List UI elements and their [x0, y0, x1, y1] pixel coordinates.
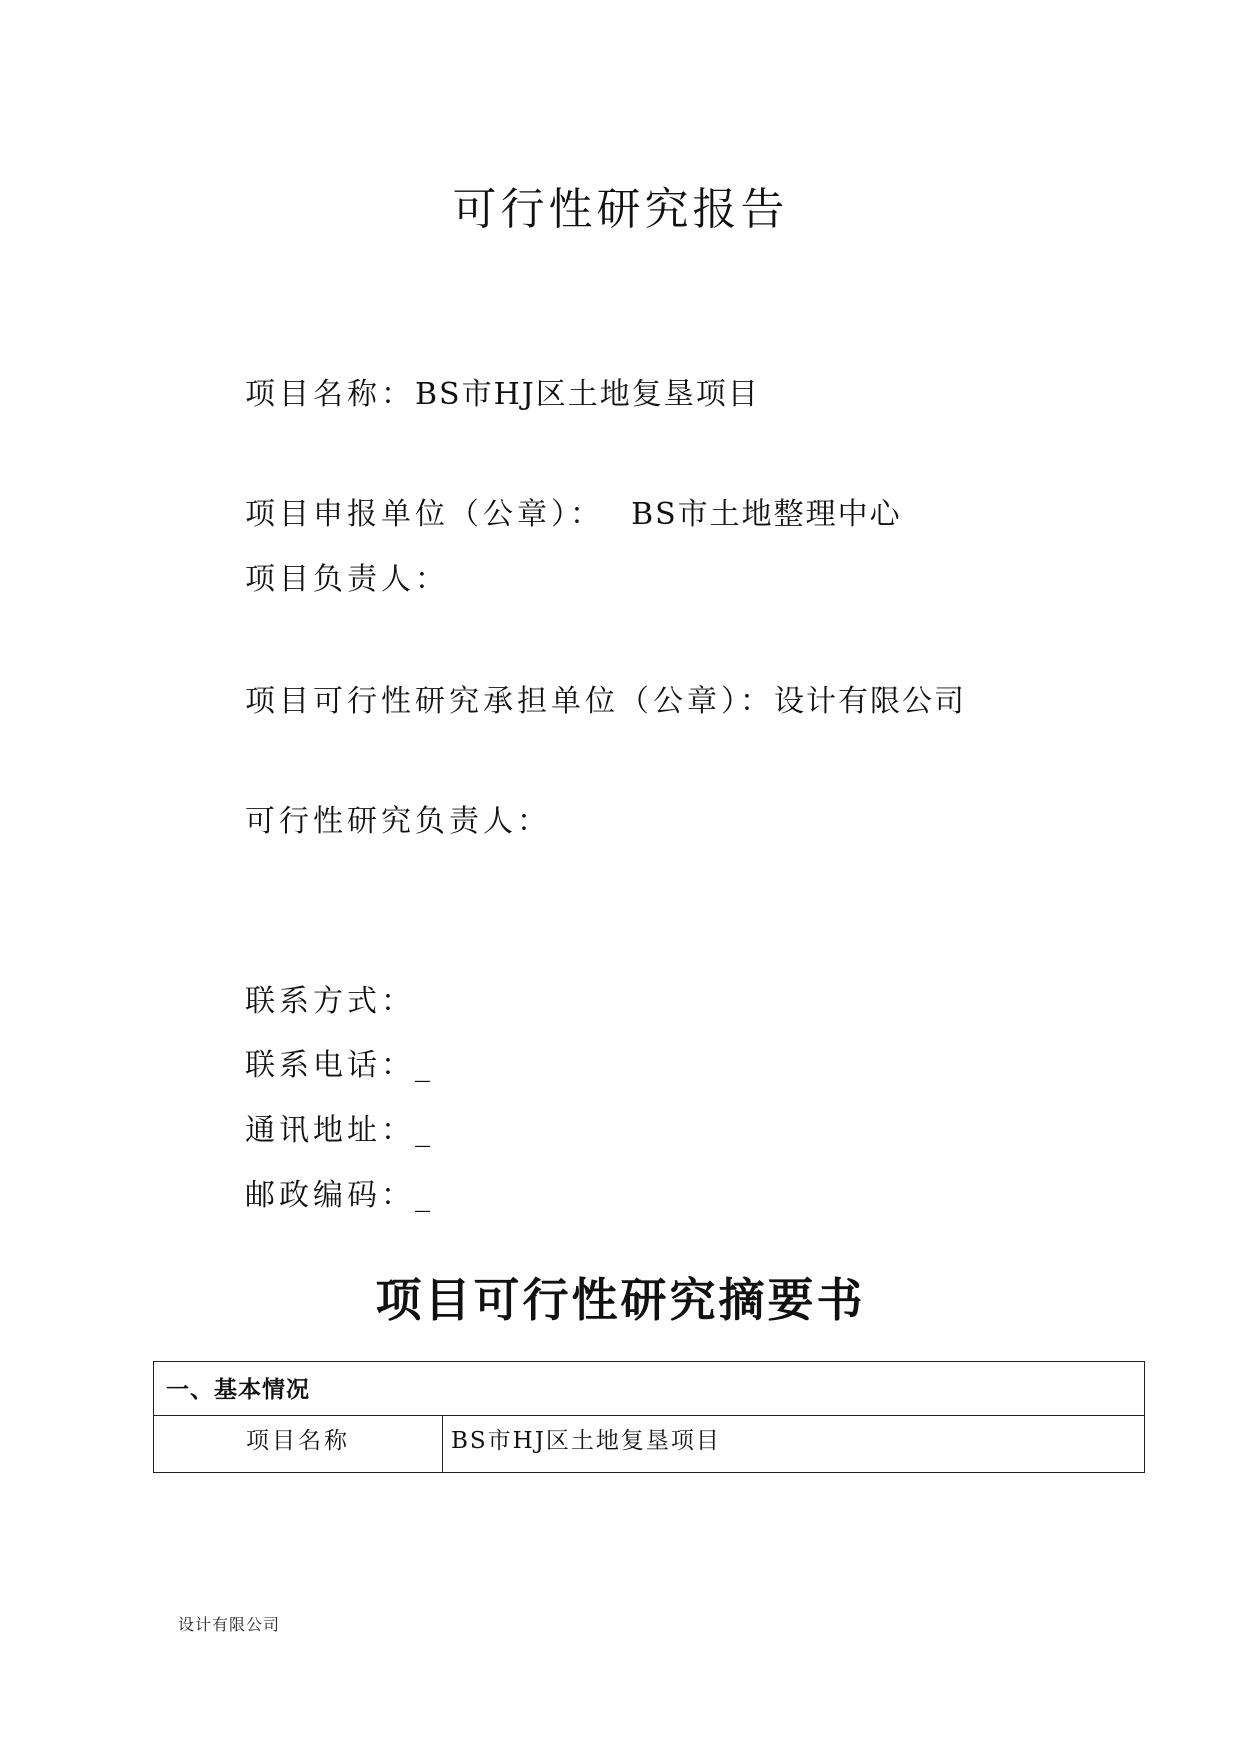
applicant-unit-line — [245, 495, 902, 535]
applicant-unit-label: 项目申报单位（公章）： — [245, 497, 604, 532]
project-leader-label: 项目负责人： — [245, 562, 449, 597]
project-name-label: 项目名称： — [245, 377, 415, 412]
phone-value: _ — [415, 1048, 430, 1083]
project-name-line — [245, 375, 760, 415]
address-label: 通讯地址： — [245, 1113, 415, 1148]
study-unit-label: 项目可行性研究承担单位（公章）： — [245, 684, 774, 719]
study-leader-line — [245, 802, 551, 842]
address-value: _ — [415, 1113, 430, 1148]
phone-line — [245, 1046, 430, 1086]
postal-code-label: 邮政编码： — [245, 1178, 415, 1213]
row-value: BS市HJ区土地复垦项目 — [443, 1416, 1145, 1473]
address-line — [245, 1111, 430, 1151]
project-leader-line — [245, 560, 449, 600]
section-heading: 一、基本情况 — [154, 1362, 1145, 1416]
table-section-row — [154, 1362, 1145, 1416]
study-leader-label: 可行性研究负责人： — [245, 804, 551, 839]
postal-code-value: _ — [415, 1178, 430, 1213]
footer-company: 设计有限公司 — [178, 1615, 281, 1634]
postal-code-line — [245, 1176, 430, 1216]
project-name-value: BS市HJ区土地复垦项目 — [415, 377, 760, 412]
row-label: 项目名称 — [154, 1416, 443, 1473]
summary-table — [153, 1361, 1145, 1473]
applicant-unit-value: BS市土地整理中心 — [631, 497, 902, 532]
summary-title: 项目可行性研究摘要书 — [375, 1273, 866, 1327]
study-unit-line — [245, 682, 966, 722]
document-title: 可行性研究报告 — [452, 184, 789, 235]
table-row — [154, 1416, 1145, 1473]
contact-info-label: 联系方式： — [245, 984, 415, 1019]
phone-label: 联系电话： — [245, 1048, 415, 1083]
contact-info-line — [245, 982, 415, 1022]
study-unit-value: 设计有限公司 — [774, 684, 966, 719]
